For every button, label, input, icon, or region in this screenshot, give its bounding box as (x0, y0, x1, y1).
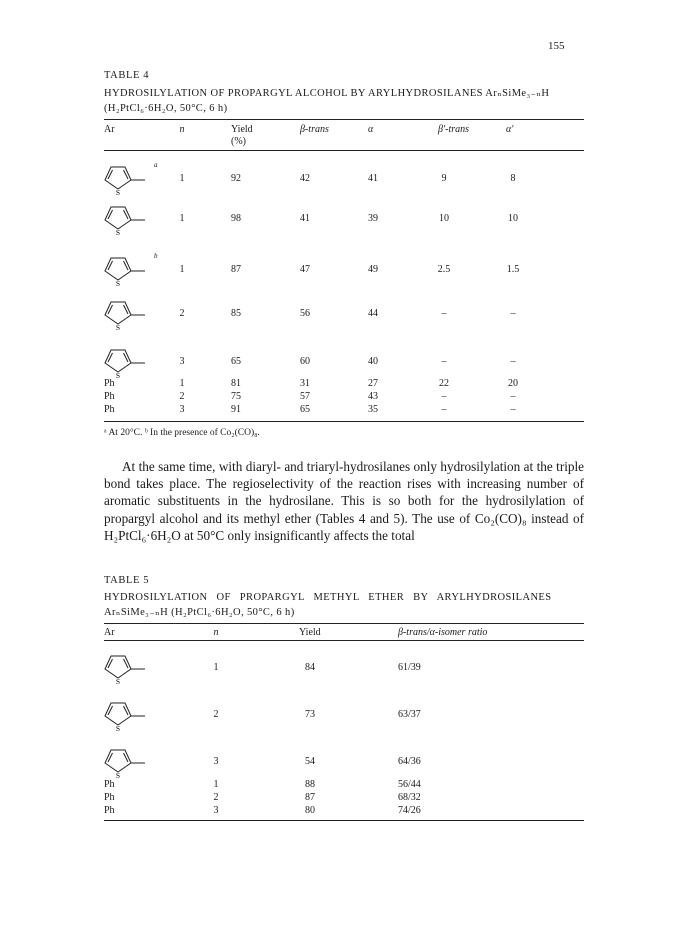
t4-header-yield-unit: (%) (231, 136, 246, 147)
t5-row-ratio: 56/44 (398, 779, 421, 790)
t4-row-n: 2 (179, 391, 185, 402)
table4-footnote: ᵃ At 20°C. ᵇ In the presence of Co₂(CO)₈. (104, 428, 260, 438)
table4-header-rule (104, 150, 584, 151)
t4-row-beta-trans: 42 (300, 173, 310, 184)
t4-row-note: a (154, 161, 158, 169)
t4-row-alpha-prime: – (510, 308, 516, 319)
t4-row-yield: 75 (231, 391, 241, 402)
t5-row-ratio: 64/36 (398, 756, 421, 767)
t5-row-n: 1 (213, 662, 219, 673)
t5-row-yield: 80 (305, 805, 315, 816)
page-number: 155 (548, 40, 565, 52)
t4-header-beta-prime-trans: β′-trans (438, 124, 470, 135)
thiophene-ring-icon (103, 200, 153, 236)
ring-sulfur-label: S (115, 279, 121, 287)
t4-row-beta-trans: 47 (300, 264, 310, 275)
t4-row-beta-prime: 2.5 (437, 264, 451, 275)
t4-row-beta-trans: 57 (300, 391, 310, 402)
t4-header-alpha: α (368, 124, 374, 135)
t5-row-yield: 84 (305, 662, 315, 673)
t4-row-alpha-prime: – (510, 391, 516, 402)
t4-row-n: 1 (179, 378, 185, 389)
thiophene-ring-icon (103, 295, 153, 331)
thiophene-ring-icon (103, 649, 153, 685)
t4-row-n: 1 (179, 173, 185, 184)
t4-header-ar: Ar (104, 124, 115, 135)
table5-label: TABLE 5 (104, 575, 150, 586)
body-paragraph-text: At the same time, with diaryl- and triaryl-hydrosilanes only hydrosilylation at the triple bond takes place. The regioselectivity of the reaction rises with increasing number of aromatic substituents in the hydrosilane. This is so both for the hydrosilylation of propargyl alcohol and its methyl ether (Tables 4 and 5). The use of Co₂(CO)₈ instead of H₂PtCl₆·6H₂O at 50°C only insignificantly affects the total (104, 459, 584, 543)
t4-row-ar: Ph (104, 404, 115, 415)
t5-row-ar: Ph (104, 779, 115, 790)
t4-row-yield: 87 (231, 264, 241, 275)
t4-row-yield: 85 (231, 308, 241, 319)
thiophene-ring-icon (103, 160, 153, 196)
t5-row-ar: Ph (104, 805, 115, 816)
t5-row-n: 3 (213, 756, 219, 767)
t4-row-beta-prime: 22 (439, 378, 449, 389)
t5-header-n: n (213, 627, 219, 638)
t4-row-beta-prime: – (441, 308, 447, 319)
table4-label: TABLE 4 (104, 70, 150, 81)
table5-top-rule (104, 623, 584, 624)
table4-top-rule (104, 119, 584, 120)
t4-row-alpha: 27 (368, 378, 378, 389)
table5-header-rule (104, 640, 584, 641)
t4-row-alpha-prime: – (510, 356, 516, 367)
t4-row-beta-trans: 56 (300, 308, 310, 319)
t5-row-n: 2 (213, 792, 219, 803)
t5-row-ratio: 68/32 (398, 792, 421, 803)
t4-row-beta-trans: 41 (300, 213, 310, 224)
ring-sulfur-label: S (115, 188, 121, 196)
table5-caption (104, 590, 584, 620)
t4-row-beta-prime: – (441, 404, 447, 415)
thiophene-ring-icon (103, 743, 153, 779)
t4-row-alpha: 39 (368, 213, 378, 224)
t5-row-yield: 73 (305, 709, 315, 720)
t5-row-ratio: 61/39 (398, 662, 421, 673)
t4-row-alpha: 43 (368, 391, 378, 402)
t4-row-beta-prime: 9 (441, 173, 447, 184)
t4-row-alpha: 35 (368, 404, 378, 415)
t4-row-note: b (154, 252, 158, 260)
t4-row-beta-trans: 31 (300, 378, 310, 389)
t5-header-ratio: β-trans/α-isomer ratio (398, 627, 488, 638)
t4-row-ar: Ph (104, 378, 115, 389)
t4-row-alpha: 40 (368, 356, 378, 367)
t4-row-alpha: 41 (368, 173, 378, 184)
t4-row-yield: 65 (231, 356, 241, 367)
t4-row-n: 1 (179, 264, 185, 275)
t5-row-n: 3 (213, 805, 219, 816)
t4-header-alpha-prime: α′ (506, 124, 514, 135)
t5-row-yield: 54 (305, 756, 315, 767)
t5-row-n: 2 (213, 709, 219, 720)
ring-sulfur-label: S (115, 228, 121, 236)
t4-row-n: 1 (179, 213, 185, 224)
t4-row-yield: 92 (231, 173, 241, 184)
t4-row-alpha: 44 (368, 308, 378, 319)
ring-sulfur-label: S (115, 677, 121, 685)
t5-row-ar: Ph (104, 792, 115, 803)
ring-sulfur-label: S (115, 323, 121, 331)
t4-row-alpha-prime: 8 (510, 173, 516, 184)
table4-bottom-rule (104, 421, 584, 422)
t4-row-beta-prime: – (441, 356, 447, 367)
t4-row-alpha-prime: 20 (508, 378, 518, 389)
t4-row-ar: Ph (104, 391, 115, 402)
t4-row-alpha: 49 (368, 264, 378, 275)
table5-caption-line1: HYDROSILYLATION OF PROPARGYL METHYL ETHER BY ARYLHYDROSILANES (104, 592, 552, 603)
t4-row-n: 2 (179, 308, 185, 319)
t5-header-ar: Ar (104, 627, 115, 638)
t5-row-yield: 88 (305, 779, 315, 790)
t4-row-alpha-prime: 1.5 (506, 264, 520, 275)
t4-row-alpha-prime: – (510, 404, 516, 415)
t4-row-alpha-prime: 10 (508, 213, 518, 224)
t4-row-beta-trans: 60 (300, 356, 310, 367)
t5-row-yield: 87 (305, 792, 315, 803)
table5-bottom-rule (104, 820, 584, 821)
t4-row-yield: 81 (231, 378, 241, 389)
table4-caption-line1: HYDROSILYLATION OF PROPARGYL ALCOHOL BY ARYLHYDROSILANES ArₙSiMe₃₋ₙH (104, 88, 550, 99)
t5-row-ratio: 74/26 (398, 805, 421, 816)
table5-caption-line2: ArₙSiMe₃₋ₙH (H₂PtCl₆·6H₂O, 50°C, 6 h) (104, 607, 295, 618)
t4-row-beta-trans: 65 (300, 404, 310, 415)
t4-row-yield: 98 (231, 213, 241, 224)
t5-row-ratio: 63/37 (398, 709, 421, 720)
t4-row-yield: 91 (231, 404, 241, 415)
ring-sulfur-label: S (115, 724, 121, 732)
t5-header-yield: Yield (299, 627, 321, 638)
ring-sulfur-label: S (115, 371, 121, 379)
t4-row-n: 3 (179, 404, 185, 415)
body-paragraph (104, 458, 584, 544)
table4-caption (104, 86, 584, 116)
t4-row-beta-prime: 10 (439, 213, 449, 224)
thiophene-ring-icon (103, 696, 153, 732)
t4-row-beta-prime: – (441, 391, 447, 402)
table4-caption-line2: (H₂PtCl₆·6H₂O, 50°C, 6 h) (104, 103, 228, 114)
thiophene-ring-icon (103, 251, 153, 287)
thiophene-ring-icon (103, 343, 153, 379)
t4-header-yield: Yield (231, 124, 253, 135)
t4-row-n: 3 (179, 356, 185, 367)
t4-header-beta-trans: β-trans (300, 124, 329, 135)
ring-sulfur-label: S (115, 771, 121, 779)
t5-row-n: 1 (213, 779, 219, 790)
t4-header-n: n (179, 124, 185, 135)
